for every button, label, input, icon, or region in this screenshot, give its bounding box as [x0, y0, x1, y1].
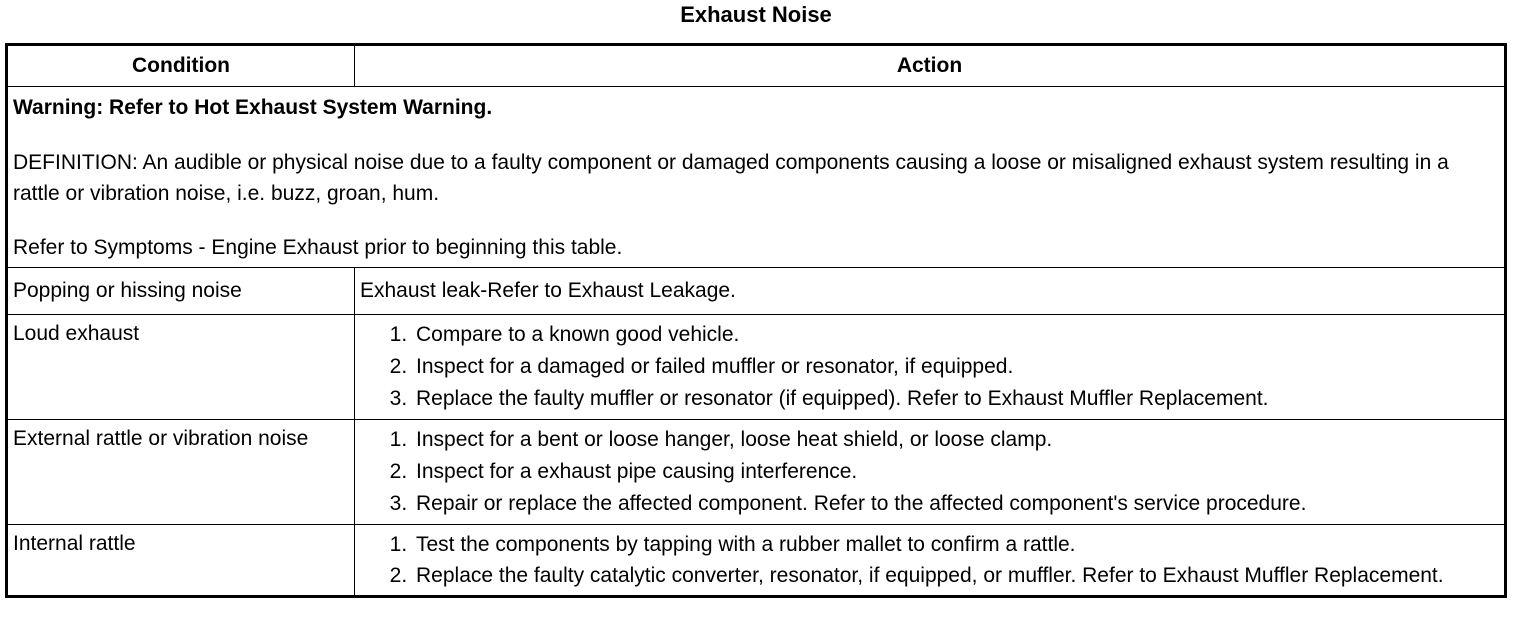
- condition-cell: External rattle or vibration noise: [7, 420, 355, 525]
- action-step: 2. Inspect for a damaged or failed muffler or resonator, if equipped.: [413, 351, 1499, 383]
- table-row: [7, 420, 1506, 525]
- condition-cell: Popping or hissing noise: [7, 268, 355, 315]
- action-header: Action: [355, 45, 1506, 87]
- warning-cell: [7, 87, 1506, 268]
- warning-row: [7, 87, 1506, 268]
- action-step: 2. Inspect for a exhaust pipe causing interference.: [413, 456, 1499, 488]
- table-header-row: [7, 45, 1506, 87]
- action-step: 3. Replace the faulty muffler or resonator (if equipped). Refer to Exhaust Muffler Replacement.: [413, 383, 1499, 415]
- page-title: Exhaust Noise: [680, 2, 832, 27]
- action-step: 1. Inspect for a bent or loose hanger, loose heat shield, or loose clamp.: [413, 424, 1499, 456]
- action-step: 2. Replace the faulty catalytic converter, resonator, if equipped, or muffler. Refer to Exhaust Muffler Replacement.: [413, 561, 1499, 591]
- action-step: 1. Test the components by tapping with a rubber mallet to confirm a rattle.: [413, 529, 1499, 561]
- table-row: [7, 315, 1506, 420]
- condition-cell: Internal rattle: [7, 525, 355, 597]
- action-steps: [360, 424, 1499, 520]
- action-steps: [360, 529, 1499, 591]
- action-cell: [355, 525, 1506, 597]
- action-steps: [360, 319, 1499, 415]
- condition-cell: Loud exhaust: [7, 315, 355, 420]
- action-cell: [355, 420, 1506, 525]
- table-row: [7, 525, 1506, 597]
- refer-text: Refer to Symptoms - Engine Exhaust prior to beginning this table.: [13, 236, 623, 259]
- condition-header: Condition: [7, 45, 355, 87]
- action-step: 3. Repair or replace the affected component. Refer to the affected component's service procedure.: [413, 488, 1499, 520]
- table-row: [7, 268, 1506, 315]
- action-step: 1. Compare to a known good vehicle.: [413, 319, 1499, 351]
- warning-title: Warning: Refer to Hot Exhaust System Warning.: [13, 96, 493, 119]
- action-cell: Exhaust leak-Refer to Exhaust Leakage.: [355, 268, 1506, 315]
- diagnostic-table: [5, 43, 1507, 598]
- action-cell: [355, 315, 1506, 420]
- definition-text: DEFINITION: An audible or physical noise due to a faulty component or damaged components causing a loose or misaligned exhaust system resulting in a rattle or vibration noise, i.e. buzz, groan, hum.: [13, 151, 1449, 205]
